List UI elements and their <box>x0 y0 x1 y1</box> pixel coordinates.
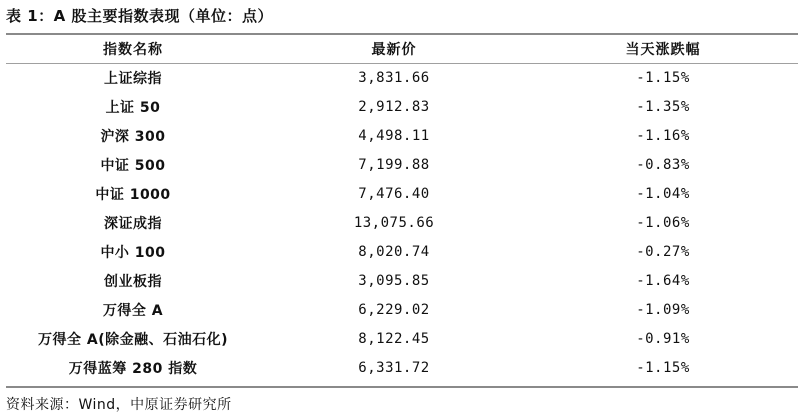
daily-change-cell: -1.15% <box>636 359 690 376</box>
column-header-index-name: 指数名称 <box>103 42 163 58</box>
latest-price-cell: 8,122.45 <box>358 330 430 347</box>
index-name-cell: 万得蓝筹 280 指数 <box>68 360 198 377</box>
table-caption: 表 1：A 股主要指数表现（单位：点） <box>6 7 273 25</box>
table-row <box>6 208 798 237</box>
daily-change-cell: -1.09% <box>636 301 690 318</box>
table-header-row <box>6 35 798 63</box>
latest-price-cell: 6,331.72 <box>358 359 430 376</box>
table-row <box>6 324 798 353</box>
daily-change-cell: -1.04% <box>636 185 690 202</box>
latest-price-cell: 3,095.85 <box>358 272 430 289</box>
index-name-cell: 上证综指 <box>104 70 162 87</box>
latest-price-cell: 8,020.74 <box>358 243 430 260</box>
latest-price-cell: 7,199.88 <box>358 156 430 173</box>
daily-change-cell: -0.91% <box>636 330 690 347</box>
latest-price-cell: 7,476.40 <box>358 185 430 202</box>
table-row <box>6 237 798 266</box>
index-name-cell: 创业板指 <box>104 273 162 290</box>
index-name-cell: 万得全 A(除金融、石油石化) <box>37 331 228 348</box>
table-row <box>6 92 798 121</box>
index-name-cell: 万得全 A <box>102 302 164 319</box>
table-row <box>6 121 798 150</box>
latest-price-cell: 2,912.83 <box>358 98 430 115</box>
table-bottom-rule <box>6 386 798 388</box>
latest-price-cell: 6,229.02 <box>358 301 430 318</box>
table-row <box>6 150 798 179</box>
index-name-cell: 中小 100 <box>100 244 166 261</box>
daily-change-cell: -1.64% <box>636 272 690 289</box>
column-header-daily-change: 当天涨跌幅 <box>625 42 701 58</box>
latest-price-cell: 4,498.11 <box>358 127 430 144</box>
index-name-cell: 中证 500 <box>100 157 166 174</box>
daily-change-cell: -1.16% <box>636 127 690 144</box>
daily-change-cell: -1.15% <box>636 69 690 86</box>
index-name-cell: 深证成指 <box>104 215 162 232</box>
table-row <box>6 295 798 324</box>
daily-change-cell: -1.35% <box>636 98 690 115</box>
index-name-cell: 中证 1000 <box>95 186 171 203</box>
daily-change-cell: -0.83% <box>636 156 690 173</box>
table-row <box>6 266 798 295</box>
column-header-latest-price: 最新价 <box>371 42 417 58</box>
daily-change-cell: -0.27% <box>636 243 690 260</box>
table-row <box>6 353 798 382</box>
table-row <box>6 63 798 92</box>
latest-price-cell: 13,075.66 <box>353 214 435 231</box>
daily-change-cell: -1.06% <box>636 214 690 231</box>
index-performance-table <box>6 35 798 382</box>
latest-price-cell: 3,831.66 <box>358 69 430 86</box>
data-source-note: 资料来源：Wind，中原证券研究所 <box>6 397 232 413</box>
table-row <box>6 179 798 208</box>
index-name-cell: 沪深 300 <box>100 128 166 145</box>
index-name-cell: 上证 50 <box>105 99 161 116</box>
